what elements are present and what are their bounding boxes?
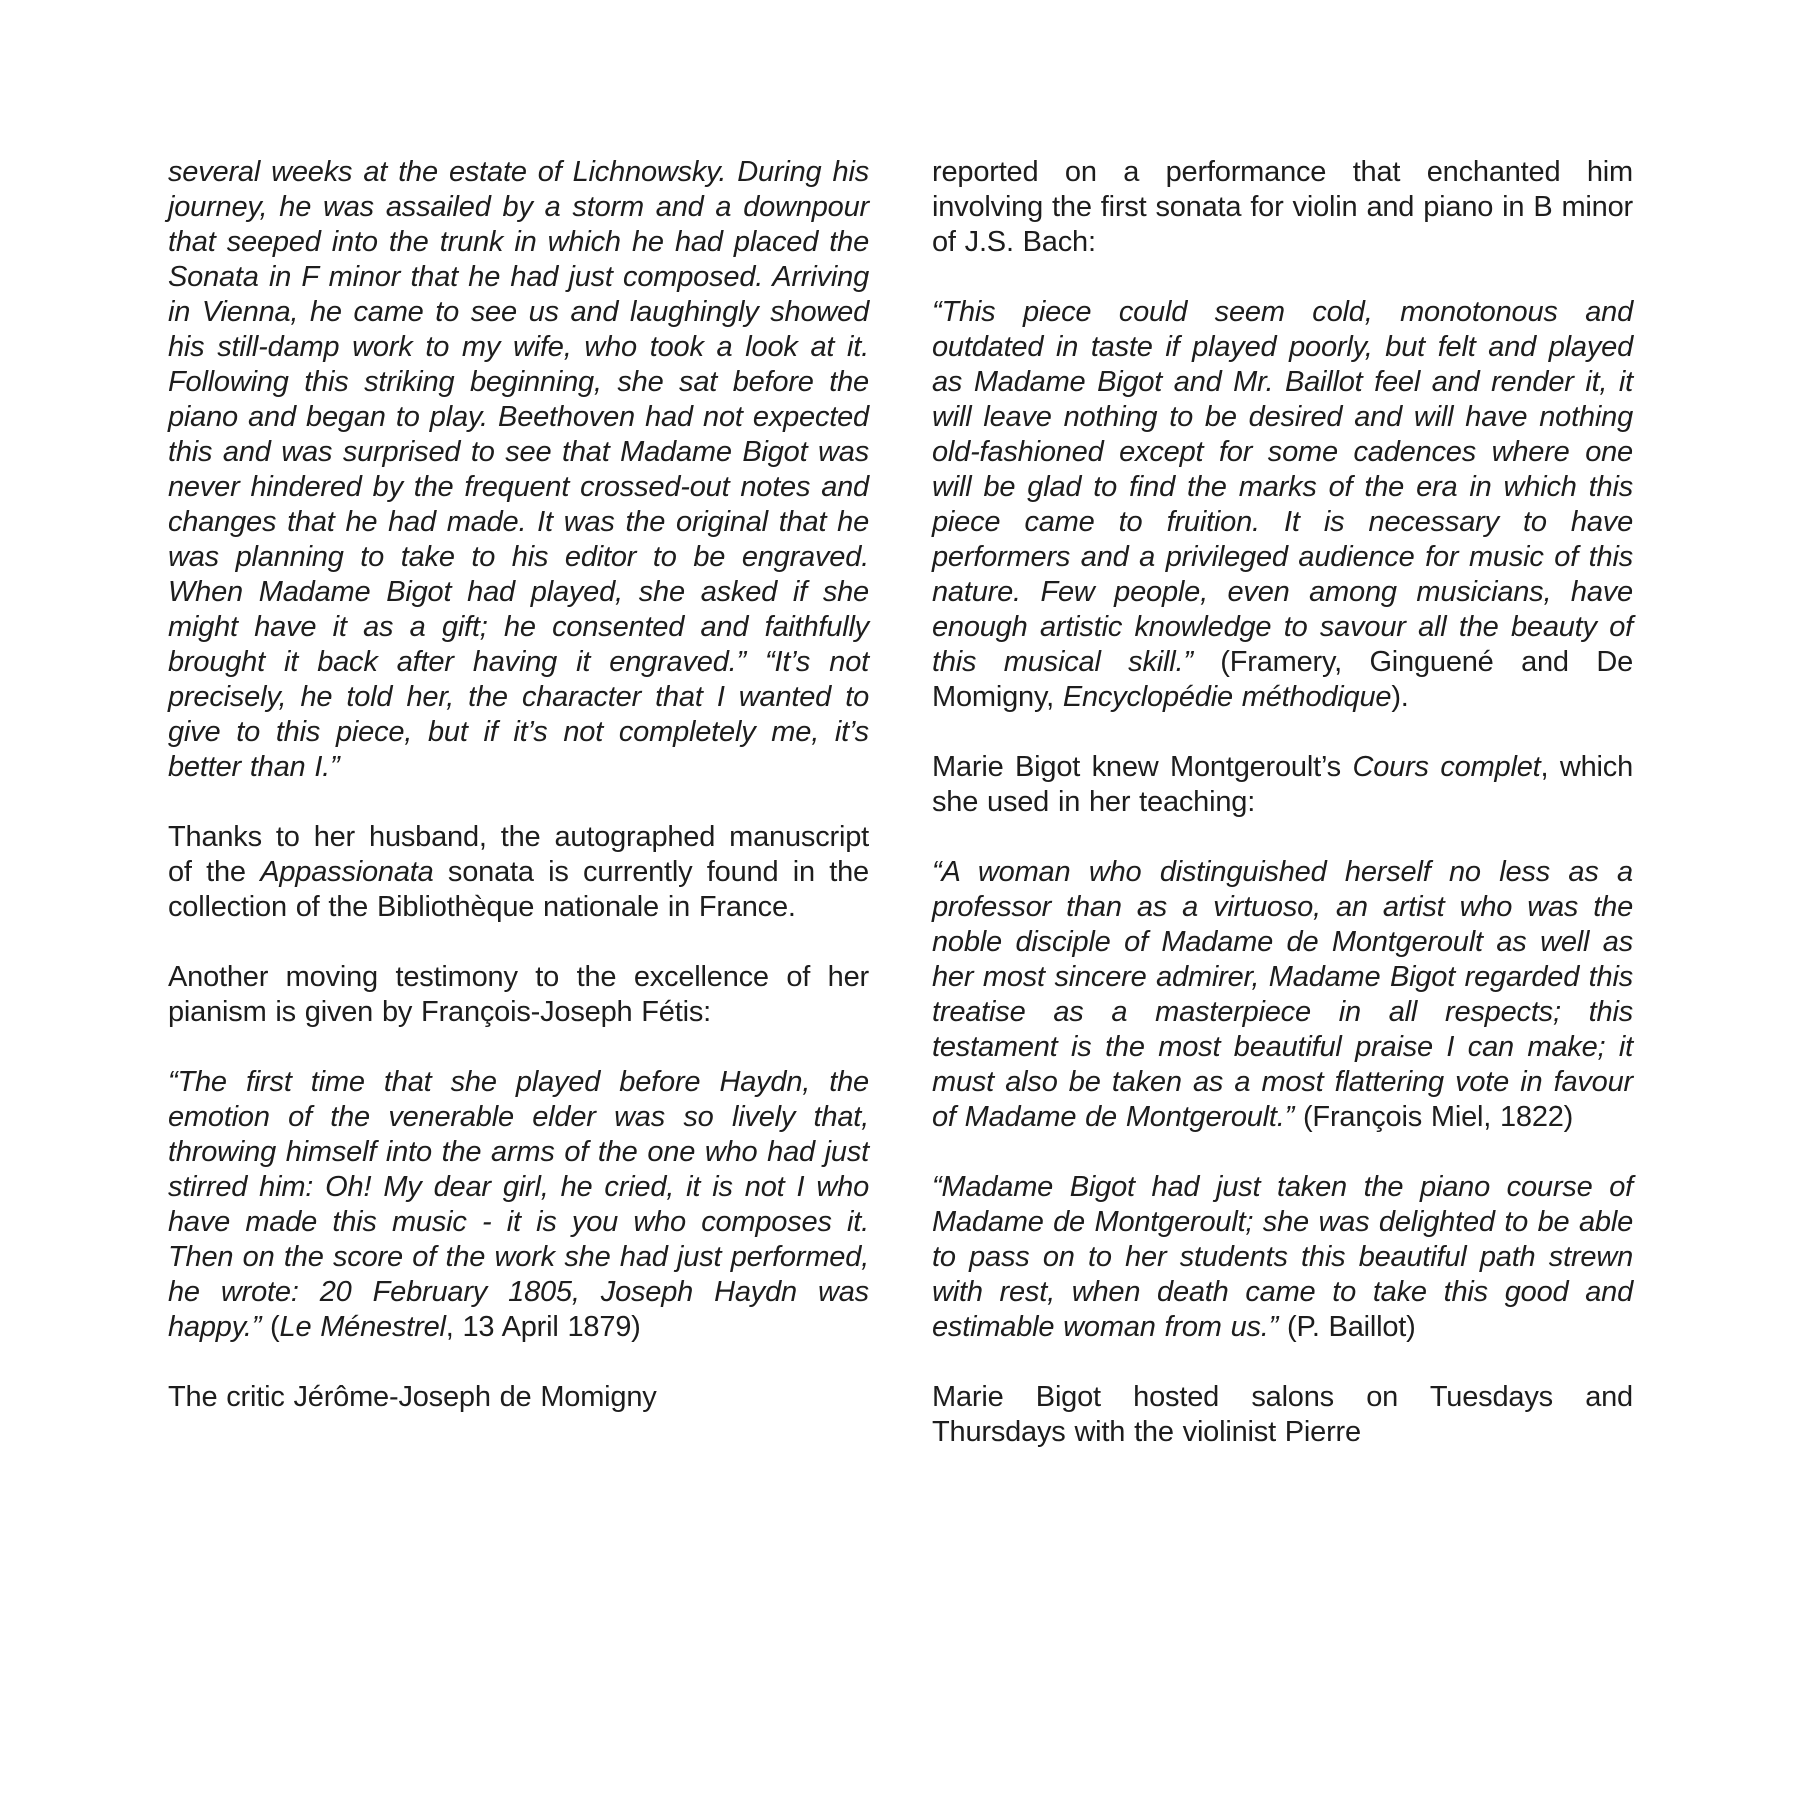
body-text: The critic Jérôme-Joseph de Momigny (168, 1381, 657, 1413)
paragraph-salons-intro (932, 1380, 1633, 1450)
attribution: , 13 April 1879) (445, 1311, 641, 1343)
body-text: Thanks to her husband, the autographed manuscript of the (168, 821, 869, 888)
paragraph-bach-performance-quote (932, 295, 1633, 715)
quote-text: “Madame Bigot had just taken the piano course of Madame de Montgeroult; she was delighted to be able to pass on to her students this beautiful path strewn with rest, when death came to take this good and estimable woman from us.” (932, 1171, 1633, 1343)
body-text: reported on a performance that enchanted him involving the first sonata for violin and piano in B minor of J.S. Bach: (932, 156, 1633, 258)
paragraph-momigny-intro (168, 1380, 869, 1415)
attribution: ( (261, 1311, 280, 1343)
paragraph-bach-sonata-intro (932, 155, 1633, 260)
quote-text: several weeks at the estate of Lichnowsky. During his journey, he was assailed by a storm and a downpour that seeped into the trunk in which he had placed the Sonata in F minor that he had just composed. Arriving in Vienna, he came to see us and laughingly showed his still-damp work to my wife, who took a look at it. Following this striking beginning, she sat before the piano and began to play. Beethoven had not expected this and was surprised to see that Madame Bigot was never hindered by the frequent crossed-out notes and changes that he had made. It was the original that he was planning to take to his editor to be engraved. When Madame Bigot had played, she asked if she might have it as a gift; he consented and faithfully brought it back after having it engraved.” “It’s not precisely, he told her, the character that I wanted to give to this piece, but if it’s not completely me, it’s better than I.” (168, 156, 869, 783)
quote-text: “A woman who distinguished herself no less as a professor than as a virtuoso, an artist who was the noble disciple of Madame de Montgeroult as well as her most sincere admirer, Madame Bigot regarded this treatise as a masterpiece in all respects; this testament is the most beautiful praise I can make; it must also be taken as a most flattering vote in favour of Madame de Montgeroult.” (932, 856, 1633, 1133)
left-column (168, 155, 869, 1450)
publication-title: Le Ménestrel (279, 1311, 446, 1343)
body-text: Marie Bigot hosted salons on Tuesdays and Thursdays with the violinist Pierre (932, 1381, 1633, 1448)
body-text: Another moving testimony to the excellence of her pianism is given by François-Joseph Fétis: (168, 961, 869, 1028)
publication-title: Encyclopédie méthodique (1062, 681, 1392, 713)
attribution: (P. Baillot) (1278, 1311, 1416, 1343)
body-text: Marie Bigot knew Montgeroult’s (932, 751, 1353, 783)
text-columns (168, 155, 1633, 1450)
quote-text: “This piece could seem cold, monotonous and outdated in taste if played poorly, but felt and played as Madame Bigot and Mr. Baillot feel and render it, it will leave nothing to be desired and will have nothing old-fashioned except for some cadences where one will be glad to find the marks of the era in which this piece came to fruition. It is necessary to have performers and a privileged audience for music of this nature. Few people, even among musicians, have enough artistic knowledge to savour all the beauty of this musical skill.” (932, 296, 1633, 678)
paragraph-beethoven-anecdote-quote (168, 155, 869, 785)
body-text: , which she used in her teaching: (932, 751, 1634, 818)
attribution: (Framery, Ginguené and De Momigny, (932, 646, 1634, 713)
paragraph-baillot-quote (932, 1170, 1633, 1345)
attribution: ). (1391, 681, 1409, 713)
paragraph-cours-complet-intro (932, 750, 1633, 820)
paragraph-fetis-intro (168, 960, 869, 1030)
attribution: (François Miel, 1822) (1294, 1101, 1574, 1133)
paragraph-miel-quote (932, 855, 1633, 1135)
right-column (932, 155, 1633, 1450)
quote-text: “The first time that she played before Haydn, the emotion of the venerable elder was so lively that, throwing himself into the arms of the one who had just stirred him: Oh! My dear girl, he cried, it is not I who have made this music - it is you who composes it. Then on the score of the work she had just performed, he wrote: 20 February 1805, Joseph Haydn was happy.” (168, 1066, 869, 1343)
work-title: Appassionata (260, 856, 434, 888)
paragraph-appassionata-manuscript (168, 820, 869, 925)
body-text: sonata is currently found in the collection of the Bibliothèque nationale in France. (168, 856, 869, 923)
paragraph-haydn-quote (168, 1065, 869, 1345)
work-title: Cours complet (1352, 751, 1541, 783)
